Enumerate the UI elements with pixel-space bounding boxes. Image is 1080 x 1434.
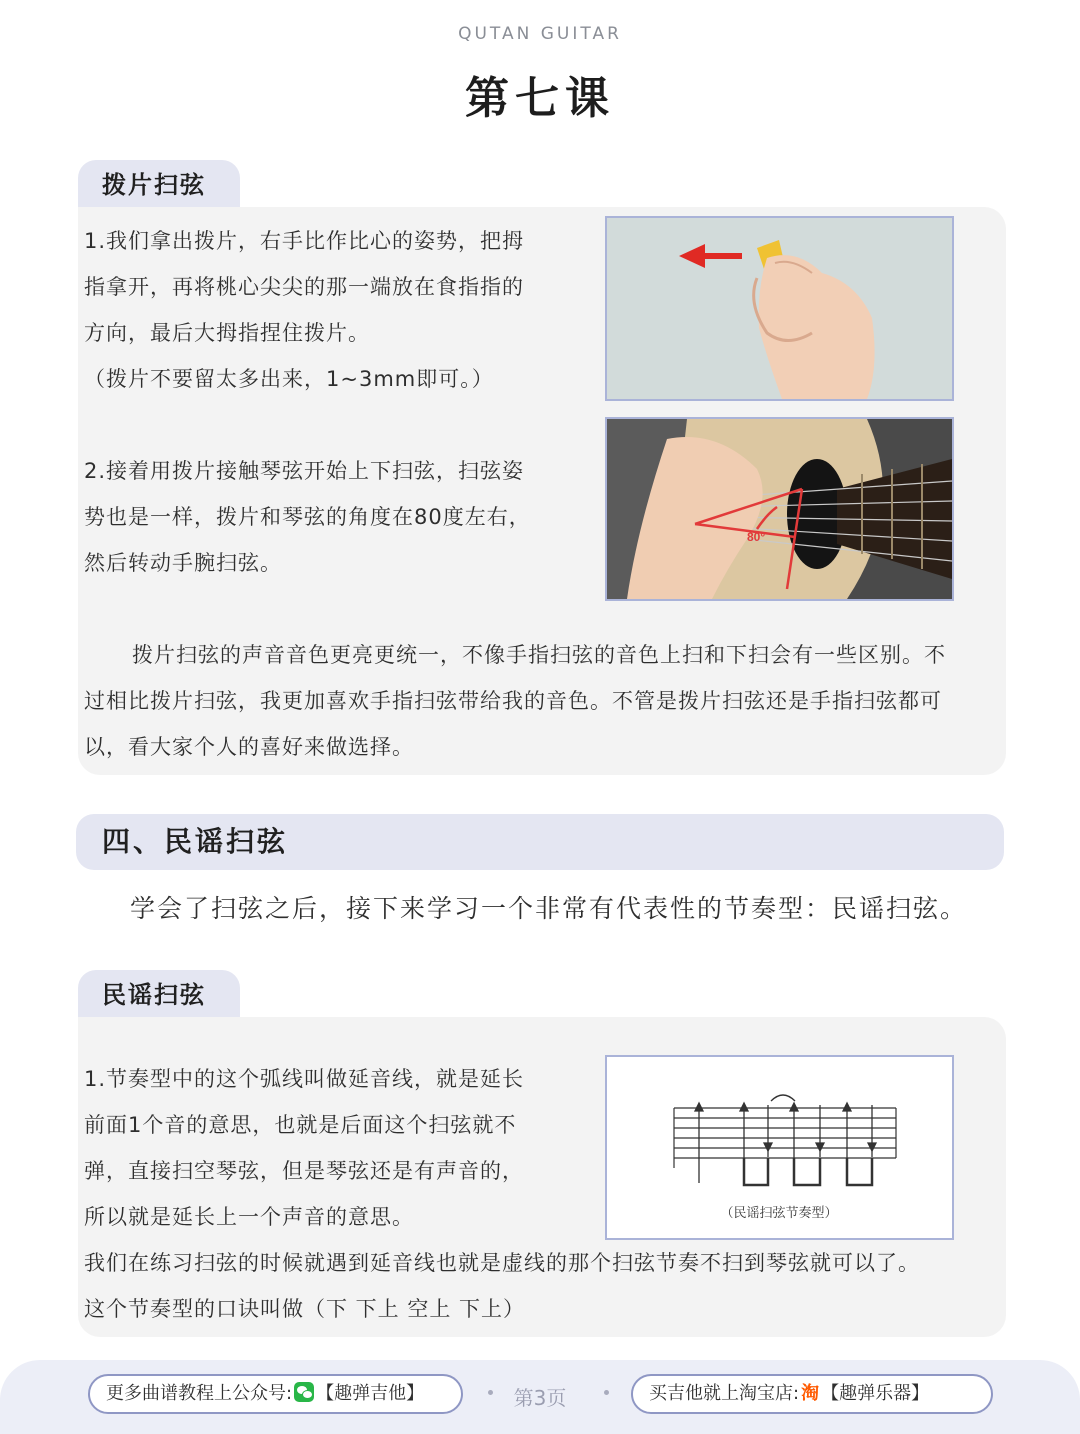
- page-title: 第七课: [465, 73, 615, 124]
- folk-step1-line: 前面1个音的意思，也就是后面这个扫弦就不: [84, 1113, 517, 1137]
- separator-dot: [604, 1390, 609, 1395]
- rhythm-notation: [607, 1057, 952, 1238]
- folk-step2-line: 这个节奏型的口诀叫做（下 下上 空上 下上）: [84, 1297, 526, 1321]
- angle-label: 80°: [747, 530, 766, 544]
- folk-step1-line: 弹，直接扫空琴弦，但是琴弦还是有声音的，: [84, 1159, 524, 1183]
- pick-step1-line: 1.我们拿出拨片，右手比作比心的姿势，把拇: [84, 229, 525, 253]
- diagram-caption: （民谣扫弦节奏型）: [720, 1206, 838, 1221]
- folk-intro-text: 学会了扫弦之后，接下来学习一个非常有代表性的节奏型：民谣扫弦。: [130, 894, 968, 923]
- pick-step2-line: 然后转动手腕扫弦。: [84, 551, 282, 575]
- pick-summary-text: [84, 632, 946, 770]
- pick-step1-line: 方向，最后大拇指捏住拨片。: [84, 321, 370, 345]
- tab-folk-strumming: 民谣扫弦: [78, 970, 240, 1020]
- page-number: 第3页: [513, 1386, 567, 1410]
- pick-summary-line: 以，看大家个人的喜好来做选择。: [84, 735, 414, 759]
- pick-step1-line: 指拿开，再将桃心尖尖的那一端放在食指指的: [84, 275, 524, 299]
- wechat-promo-prefix: 更多曲谱教程上公众号:: [106, 1383, 293, 1404]
- taobao-icon: 淘: [801, 1383, 820, 1404]
- pick-summary-line: 拨片扫弦的声音音色更亮更统一，不像手指扫弦的音色上扫和下扫会有一些区别。不: [132, 643, 946, 667]
- folk-step2-text: [84, 1240, 920, 1332]
- pick-step2-line: 2.接着用拨片接触琴弦开始上下扫弦，扫弦姿: [84, 459, 525, 483]
- pick-grip-illustration: [607, 218, 952, 399]
- pick-step2-line: 势也是一样，拨片和琴弦的角度在80度左右，: [84, 505, 531, 529]
- folk-step1-line: 所以就是延长上一个声音的意思。: [84, 1205, 414, 1229]
- pick-grip-photo: [605, 216, 954, 401]
- pick-step2-text: [84, 448, 531, 586]
- rhythm-diagram: [605, 1055, 954, 1240]
- pick-step1-line: （拨片不要留太多出来，1~3mm即可。）: [84, 367, 494, 391]
- folk-step2-line: 我们在练习扫弦的时候就遇到延音线也就是虚线的那个扫弦节奏不扫到琴弦就可以了。: [84, 1251, 920, 1275]
- folk-step1-text: [84, 1056, 524, 1240]
- pick-summary-line: 过相比拨片扫弦，我更加喜欢手指扫弦带给我的音色。不管是拨片扫弦还是手指扫弦都可: [84, 689, 942, 713]
- taobao-shop-name: 【趣弹乐器】: [821, 1383, 930, 1404]
- taobao-promo-pill[interactable]: [631, 1374, 993, 1414]
- section-heading-folk: 四、民谣扫弦: [76, 814, 1004, 870]
- tab-pick-strumming: 拨片扫弦: [78, 160, 240, 210]
- wechat-account-name: 【趣弹吉他】: [316, 1383, 425, 1404]
- brand-label: QUTAN GUITAR: [458, 24, 622, 44]
- strum-angle-photo: [605, 417, 954, 601]
- pick-step1-text: [84, 218, 524, 402]
- strum-angle-illustration: [607, 419, 952, 599]
- footer: [0, 1360, 1080, 1434]
- taobao-promo-prefix: 买吉他就上淘宝店:: [649, 1383, 800, 1404]
- folk-step1-line: 1.节奏型中的这个弧线叫做延音线，就是延长: [84, 1067, 525, 1091]
